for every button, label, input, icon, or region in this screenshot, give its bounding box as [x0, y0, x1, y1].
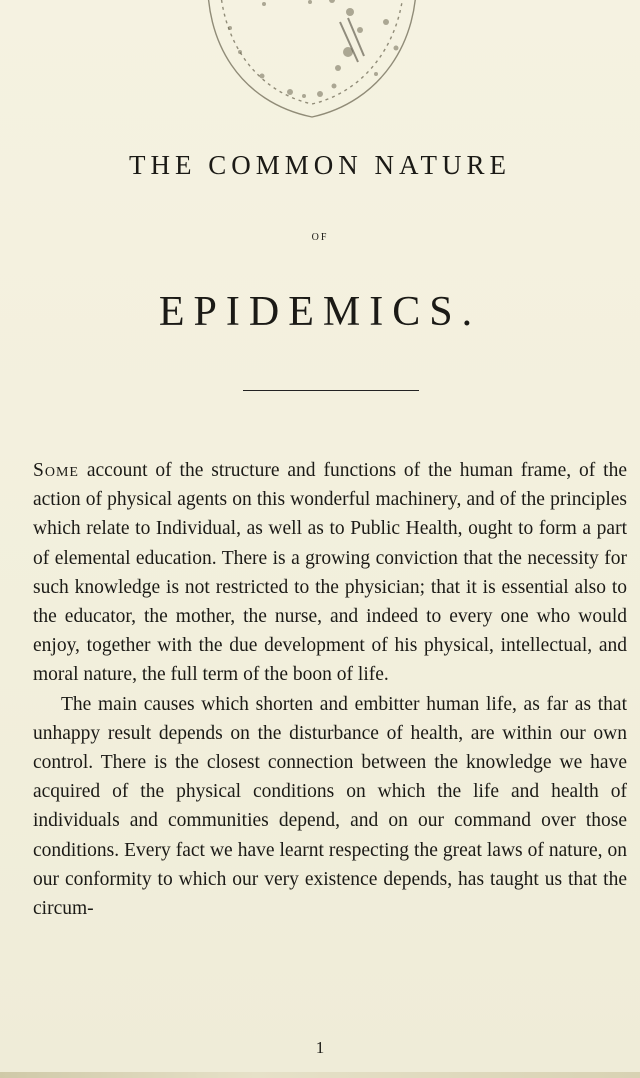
page-number: 1 [315, 1038, 325, 1057]
library-stamp-icon [200, 0, 425, 127]
paragraph-1 [33, 456, 627, 690]
body-text [33, 456, 627, 923]
book-title: THE COMMON NATURE [129, 150, 511, 180]
page-bottom-edge [0, 1072, 640, 1078]
book-subject: EPIDEMICS. [158, 289, 482, 335]
paragraph-1-text: account of the structure and functions of the human frame, of the action of physical agents on this wonderful machinery, and of the principles which relate to Individual, as well as to Public Health, ought to form a part of elemental education. There is a growing conviction that the necessity for such knowledge is not restricted to the physician; that it is essential also to the educator, the mother, the nurse, and indeed to every one who would enjoy, together with the due development of his physical, intellectual, and moral nature, the full term of the boon of life. [33, 460, 627, 686]
paragraph-2: The main causes which shorten and embitter human life, as far as that unhappy result depends on the disturbance of health, are within our own control. There is the closest connection between the knowledge we have acquired of the physical conditions on which the life and health of individuals and communities depend, and on our command over those conditions. Every fact we have learnt respecting the great laws of nature, on our conformity to which our very existence depends, has taught us that the circum- [33, 693, 627, 920]
paragraph-lead-word: Some [33, 460, 79, 481]
title-connector: OF [311, 232, 329, 243]
section-divider [243, 390, 419, 391]
